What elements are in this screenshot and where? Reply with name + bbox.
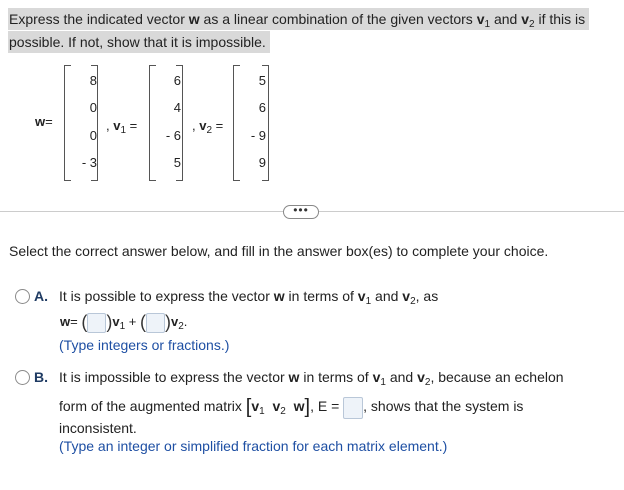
option-b-line-2 xyxy=(59,396,523,419)
vector-v1: v xyxy=(357,288,366,304)
option-text: , because an echelon xyxy=(430,369,564,385)
v1-symbol: v xyxy=(113,118,121,133)
option-a-equation xyxy=(60,312,187,333)
v2-entry: 6 xyxy=(258,100,266,115)
subscript: 2 xyxy=(206,125,213,136)
option-a-hint: (Type integers or fractions.) xyxy=(59,337,230,353)
comma: , xyxy=(192,118,196,133)
option-b-line-3: inconsistent. xyxy=(59,420,137,436)
vector-w: w xyxy=(273,288,285,304)
subscript: 2 xyxy=(424,377,431,388)
option-text: in terms of xyxy=(284,288,358,304)
vector-v1: v xyxy=(476,11,485,27)
v1-entry: 6 xyxy=(173,73,181,88)
subscript: 2 xyxy=(178,320,184,332)
v2-label xyxy=(192,118,224,136)
question-text: and xyxy=(490,11,522,27)
option-text: form of the augmented matrix xyxy=(59,398,246,415)
vector-v2: v xyxy=(521,11,529,27)
vector-v2: v xyxy=(170,313,179,329)
plus-sign: + xyxy=(128,313,137,329)
v2-entry: - 9 xyxy=(250,128,266,143)
w-label xyxy=(35,114,53,129)
w-entry: 8 xyxy=(89,73,97,88)
matrix-bracket-left: [ xyxy=(245,396,252,418)
coefficient-2-input[interactable] xyxy=(146,313,165,333)
question-text: Express the indicated vector xyxy=(9,11,189,27)
v2-entry: 9 xyxy=(258,155,266,170)
echelon-matrix-input[interactable] xyxy=(343,397,363,419)
right-paren: ) xyxy=(164,312,171,332)
w-entry: 0 xyxy=(89,100,97,115)
v1-entry: 4 xyxy=(173,100,181,115)
subscript: 1 xyxy=(119,320,126,332)
coefficient-1-input[interactable] xyxy=(87,313,106,333)
question-text: as a linear combination of the given vectors xyxy=(199,11,477,27)
equals-sign: = xyxy=(45,114,53,129)
vector-v1: v xyxy=(372,369,381,385)
option-text: , shows that the system is xyxy=(363,398,524,415)
vector-v1: v xyxy=(251,398,260,415)
v1-entry: - 6 xyxy=(165,128,181,143)
vector-v2: v xyxy=(417,369,425,385)
option-a-text xyxy=(59,288,439,307)
equals-sign: = xyxy=(70,313,78,329)
subscript: 1 xyxy=(259,406,265,418)
option-b-radio[interactable] xyxy=(15,370,30,385)
instruction-text: Select the correct answer below, and fill in the answer box(es) to complete your choice. xyxy=(9,243,549,259)
option-text: in terms of xyxy=(299,369,373,385)
subscript: 1 xyxy=(484,19,491,30)
v1-entry: 5 xyxy=(173,155,181,170)
vector-w: w xyxy=(60,313,71,329)
option-text: It is impossible to express the vector xyxy=(59,369,289,385)
option-b-text xyxy=(59,369,564,388)
left-paren: ( xyxy=(139,312,146,332)
option-b-letter: B. xyxy=(34,369,48,385)
subscript: 1 xyxy=(120,125,127,136)
vector-v2: v xyxy=(272,398,281,415)
vector-w: w xyxy=(288,369,300,385)
option-text: It is possible to express the vector xyxy=(59,288,274,304)
more-button[interactable]: ••• xyxy=(283,205,319,219)
question-text: if this is xyxy=(534,11,586,27)
v1-label xyxy=(106,118,138,136)
option-b-hint: (Type an integer or simplified fraction for each matrix element.) xyxy=(59,438,448,454)
w-entry: 0 xyxy=(89,128,97,143)
option-text: , as xyxy=(415,288,439,304)
v2-entry: 5 xyxy=(258,73,266,88)
subscript: 1 xyxy=(380,377,386,388)
vector-v1: v xyxy=(112,313,120,329)
option-text: , E = xyxy=(310,398,340,415)
option-text: and xyxy=(385,369,418,385)
question-line-2 xyxy=(8,31,270,53)
subscript: 2 xyxy=(410,296,416,307)
question-text: possible. If not, show that it is impossible. xyxy=(9,34,266,50)
option-a-radio[interactable] xyxy=(15,289,30,304)
equals-sign: = xyxy=(215,118,224,133)
vector-w: w xyxy=(188,11,200,27)
equals-sign: = xyxy=(129,118,138,133)
vector-w: w xyxy=(293,398,305,415)
period: . xyxy=(183,313,188,329)
subscript: 2 xyxy=(280,406,286,418)
comma: , xyxy=(106,118,110,133)
w-symbol: w xyxy=(35,114,46,129)
option-a-letter: A. xyxy=(34,288,48,304)
question-line-1 xyxy=(8,8,589,30)
left-paren: ( xyxy=(81,312,88,332)
right-paren: ) xyxy=(106,312,113,332)
subscript: 2 xyxy=(529,19,535,30)
vector-v2: v xyxy=(402,288,411,304)
w-entry: - 3 xyxy=(81,155,97,170)
option-text: and xyxy=(371,288,403,304)
matrix-bracket-right: ] xyxy=(304,396,311,418)
v2-symbol: v xyxy=(199,118,207,133)
subscript: 1 xyxy=(365,296,372,307)
